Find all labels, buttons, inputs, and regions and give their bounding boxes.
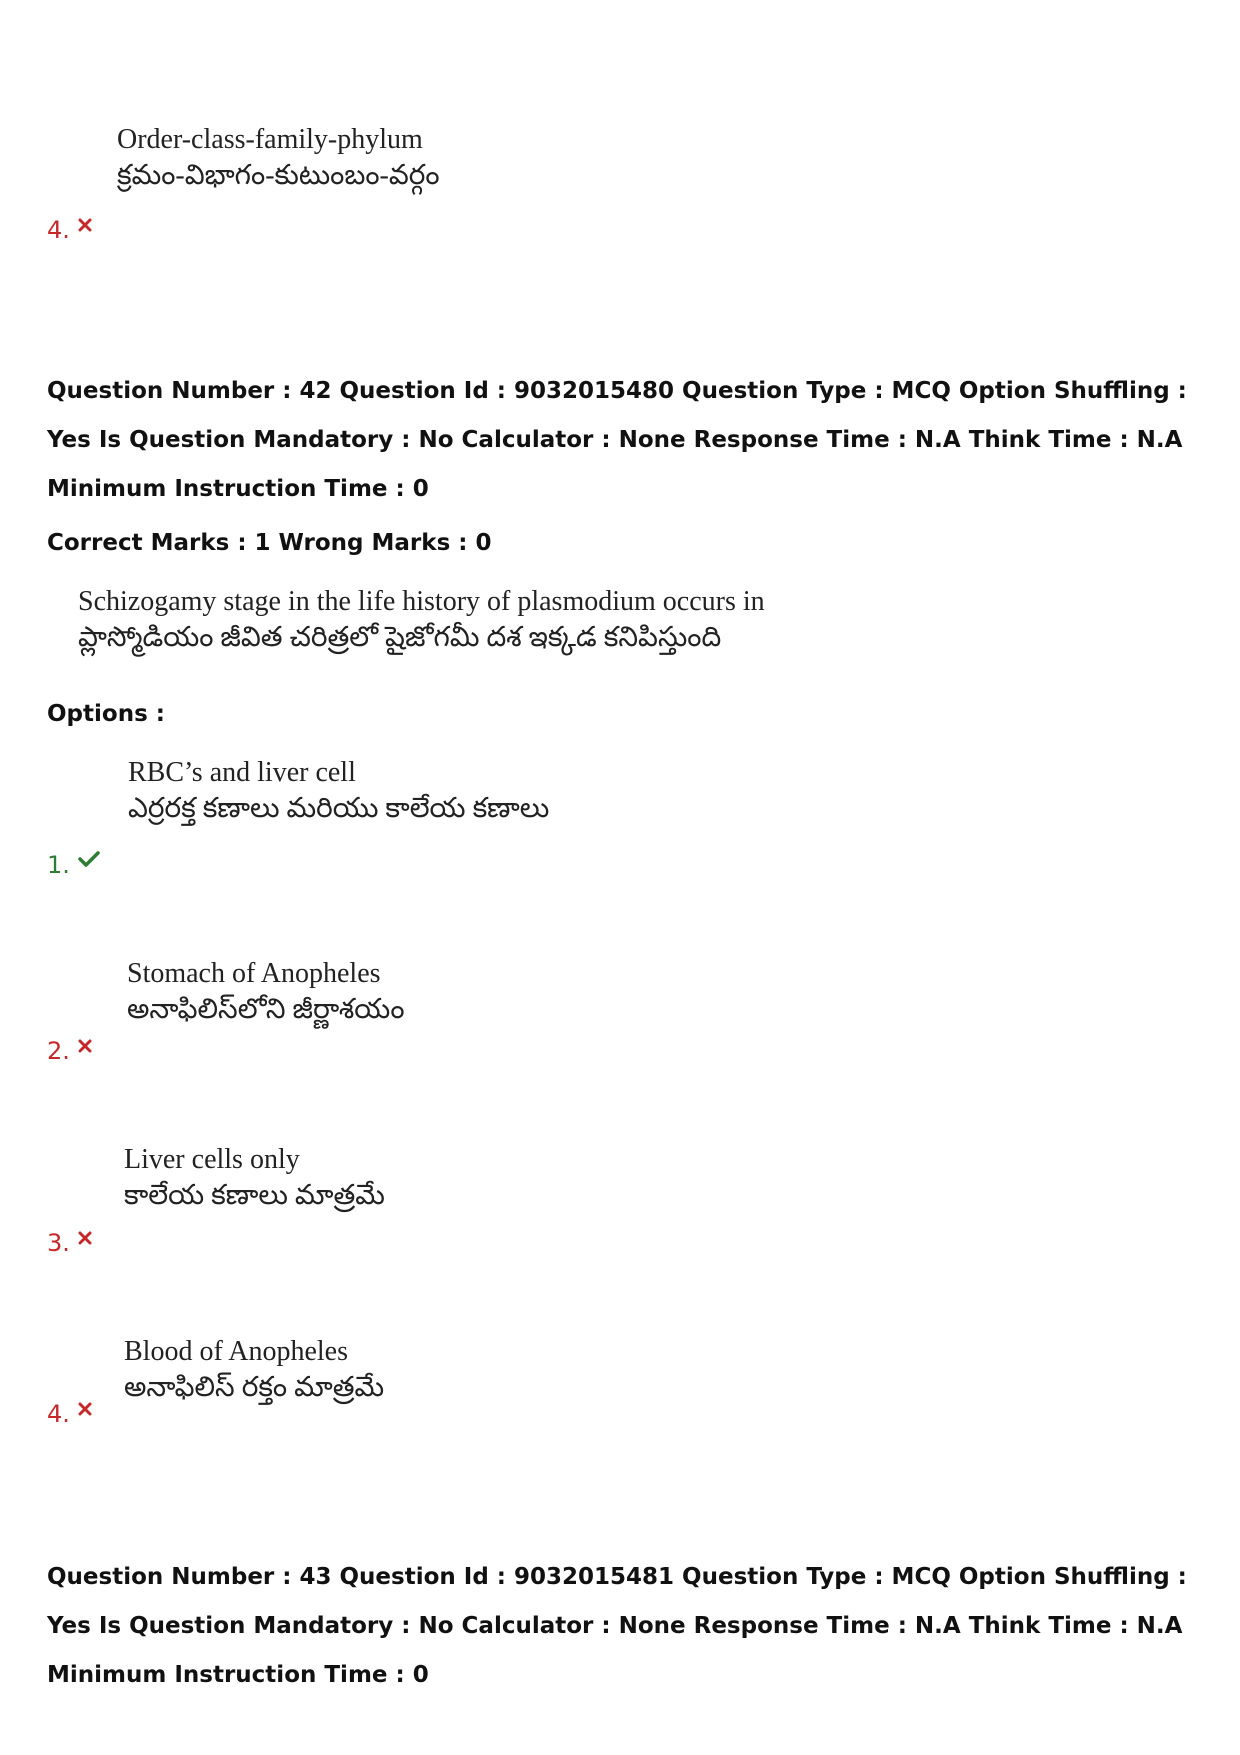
question-42-marks: Correct Marks : 1 Wrong Marks : 0	[47, 530, 492, 556]
option-1-number: 1.	[47, 845, 100, 879]
question-42-text	[78, 584, 765, 656]
cross-icon	[78, 1223, 92, 1251]
option-2-number: 2.	[47, 1031, 92, 1065]
option-1-en: RBC’s and liver cell	[128, 757, 356, 788]
options-label: Options :	[47, 701, 165, 727]
option-2-te: అనాఫిలిస్‌లోని జీర్ణాశయం	[127, 994, 405, 1025]
option-3-number: 3.	[47, 1223, 92, 1257]
option-3-text	[124, 1142, 385, 1214]
question-42-en: Schizogamy stage in the life history of plasmodium occurs in	[78, 586, 765, 617]
option-4-te: అనాఫిలిస్ రక్తం మాత్రమే	[124, 1372, 385, 1403]
prev-option-4-text	[117, 122, 440, 194]
option-1-te: ఎర్రరక్త కణాలు మరియు కాలేయ కణాలు	[128, 793, 550, 824]
option-2-text	[127, 956, 405, 1028]
option-1-text	[128, 755, 549, 827]
check-icon	[78, 845, 100, 873]
cross-icon	[78, 1394, 92, 1422]
cross-icon	[78, 1031, 92, 1059]
question-42-te: ప్లాస్మోడియం జీవిత చరిత్రలో షైజోగమీ దశ ఇక్కడ కనిపిస్తుంది	[78, 622, 722, 653]
option-2-en: Stomach of Anopheles	[127, 958, 381, 989]
question-42-meta: Question Number : 42 Question Id : 9032015480 Question Type : MCQ Option Shuffling : Yes Is Question Mandatory : No Calculator : None Response Time : N.A Think Time : N.A Minimum Instruction Time : 0	[47, 378, 1187, 502]
option-4-text	[124, 1334, 384, 1406]
prev-option-4-te: క్రమం-విభాగం-కుటుంబం-వర్గం	[117, 160, 440, 191]
option-3-en: Liver cells only	[124, 1144, 300, 1175]
cross-icon	[78, 210, 92, 238]
option-3-te: కాలేయ కణాలు మాత్రమే	[124, 1180, 385, 1211]
option-4-en: Blood of Anopheles	[124, 1336, 348, 1367]
question-43-meta: Question Number : 43 Question Id : 9032015481 Question Type : MCQ Option Shuffling : Yes Is Question Mandatory : No Calculator : None Response Time : N.A Think Time : N.A Minimum Instruction Time : 0	[47, 1564, 1187, 1688]
prev-option-4-en: Order-class-family-phylum	[117, 124, 423, 155]
prev-option-4-number: 4.	[47, 210, 92, 244]
option-4-number: 4.	[47, 1394, 92, 1428]
